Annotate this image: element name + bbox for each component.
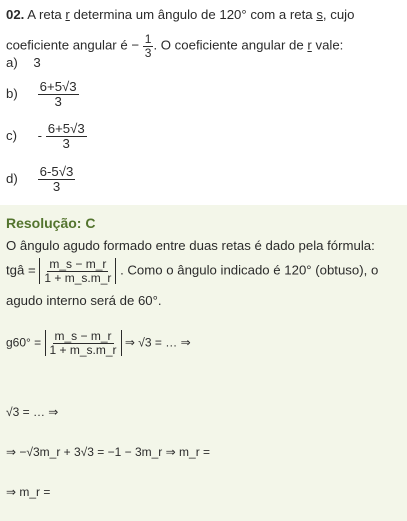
formula-num: m_s − m_r <box>49 257 107 271</box>
question-text-1: A reta <box>27 7 62 22</box>
option-d-den: 3 <box>52 178 61 194</box>
line-s: s <box>316 7 323 22</box>
option-a-label: a) <box>6 55 18 70</box>
equation-4: ⇒ m_r = <box>6 485 51 499</box>
option-c-prefix: - <box>37 127 43 143</box>
equation-2 <box>6 405 58 419</box>
question-text-5: . O coeficiente angular de <box>153 37 304 53</box>
option-b[interactable] <box>6 80 79 109</box>
eq1-label: g60° = <box>6 335 42 350</box>
option-a-value: 3 <box>33 55 41 70</box>
implies-icon: ⇒ <box>124 335 135 350</box>
option-c-label: c) <box>6 127 17 143</box>
slope-fraction <box>143 33 154 59</box>
option-b-den: 3 <box>54 93 62 109</box>
question-number: 02. <box>6 7 25 22</box>
line-r-2: r <box>307 37 312 53</box>
question-text-3: , cujo <box>322 7 355 22</box>
option-c-fraction <box>46 122 87 151</box>
question-line-1 <box>6 7 354 22</box>
question-text-2: determina um ângulo de 120° com a reta <box>73 7 313 22</box>
resolution-text-2: . Como o ângulo indicado é 120° (obtuso), o <box>120 262 379 278</box>
question-text-6: vale: <box>315 37 344 53</box>
option-c-den: 3 <box>62 135 70 151</box>
question-text-4: coeficiente angular é <box>6 37 128 53</box>
eq2-label: √3 = <box>6 405 30 419</box>
slope-den: 3 <box>144 45 152 60</box>
resolution-line-1: O ângulo agudo formado entre duas retas é dado pela fórmula: <box>6 238 375 253</box>
formula-fraction <box>42 258 113 284</box>
option-c-num: 6+5√3 <box>47 121 85 136</box>
resolution-line-3: agudo interno será de 60°. <box>6 293 162 308</box>
option-b-fraction <box>38 80 79 109</box>
formula-abs <box>39 258 116 284</box>
option-d-num: 6-5√3 <box>39 164 74 179</box>
option-d-fraction <box>38 165 76 194</box>
option-b-label: b) <box>6 85 18 101</box>
eq2-rest: … ⇒ <box>32 405 59 419</box>
option-d[interactable] <box>6 165 75 194</box>
option-b-num: 6+5√3 <box>39 79 77 94</box>
eq1-abs <box>45 330 122 356</box>
tg-label: tgâ = <box>6 262 36 278</box>
eq1-rest: … ⇒ <box>165 335 191 350</box>
line-r: r <box>65 7 70 22</box>
resolution-line-2 <box>6 258 378 284</box>
eq1-den: 1 + m_s.m_r <box>49 342 117 357</box>
option-d-label: d) <box>6 170 18 186</box>
equation-3: ⇒ −√3m_r + 3√3 = −1 − 3m_r ⇒ m_r = <box>6 445 211 459</box>
option-a[interactable] <box>6 55 41 70</box>
formula-den: 1 + m_s.m_r <box>44 270 112 285</box>
eq1-sqrt3: √3 = <box>138 335 162 350</box>
frac-minus: − <box>131 37 140 53</box>
question-line-2 <box>6 33 343 59</box>
option-c[interactable] <box>6 122 87 151</box>
eq1-num: m_s − m_r <box>54 329 112 343</box>
equation-1 <box>6 330 191 356</box>
eq1-fraction <box>48 330 119 356</box>
slope-num: 1 <box>144 32 152 46</box>
resolution-title: Resolução: C <box>6 215 96 231</box>
